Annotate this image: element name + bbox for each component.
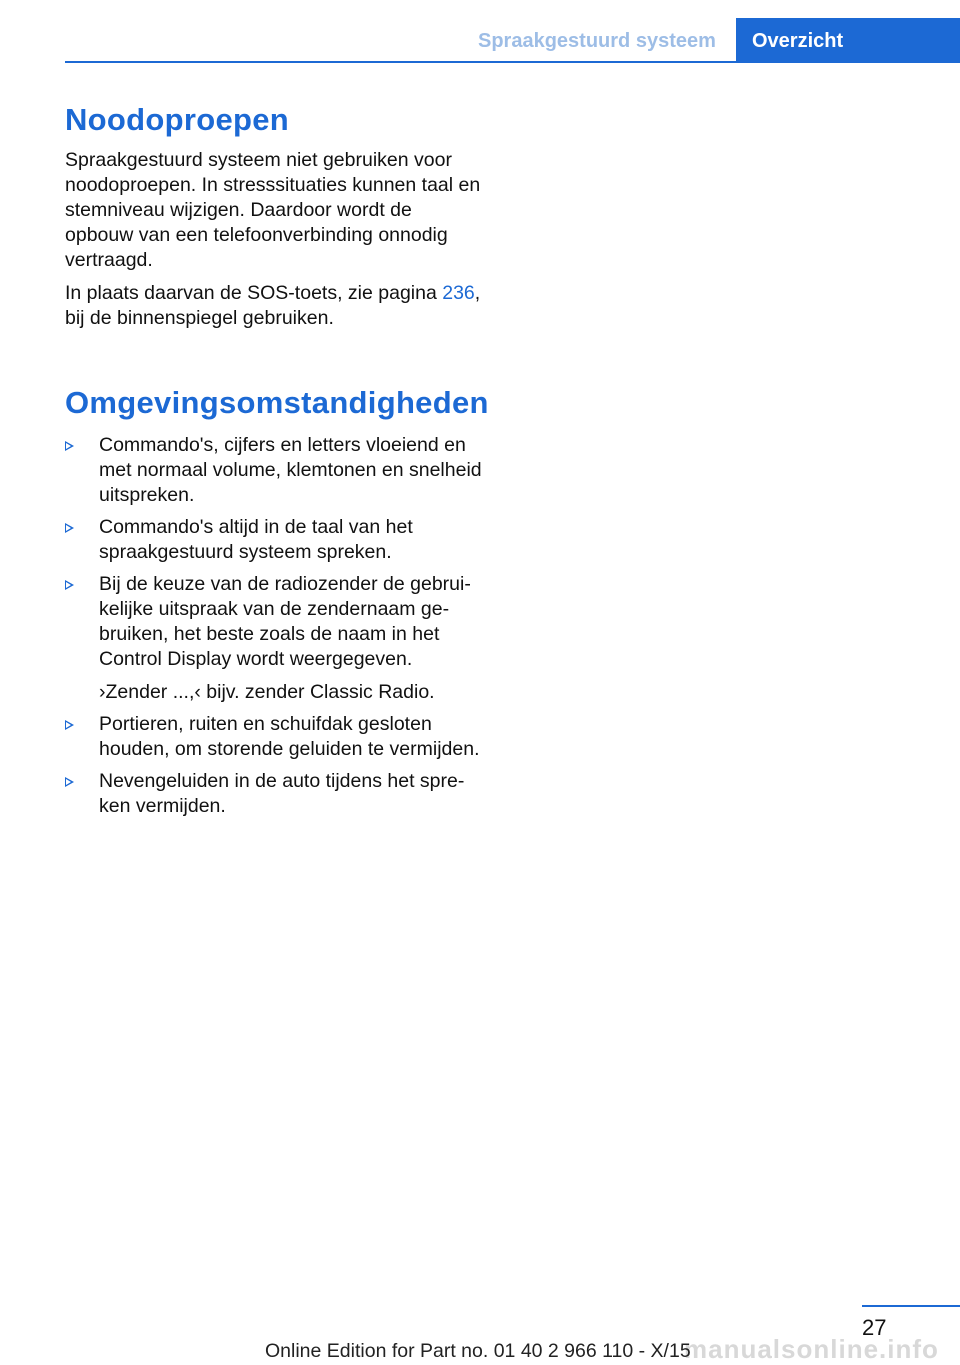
list-item-text: Nevengeluiden in de auto tijdens het spreken vermijden. <box>99 770 465 817</box>
header-tab-label: Overzicht <box>752 30 844 52</box>
watermark: manualsonline.info <box>684 1334 939 1364</box>
triangle-bullet-icon <box>65 523 74 533</box>
paragraph-sos <box>65 281 485 331</box>
section-title-omgevingsomstandigheden: Omgevingsomstandigheden <box>65 385 489 420</box>
page-number: 27 <box>862 1315 887 1340</box>
list-item <box>65 712 485 762</box>
footer-rule <box>862 1305 960 1307</box>
list-item <box>65 433 485 508</box>
triangle-bullet-icon <box>65 720 74 730</box>
list-item <box>65 515 485 565</box>
header-section-title: Spraakgestuurd systeem <box>478 30 716 52</box>
paragraph-noodoproepen: Spraakgestuurd systeem niet gebruiken voor noodoproepen. In stresssituaties kunnen taal en stemniveau wijzigen. Daardoor wordt de opbouw van een telefoonverbinding onnodig vertraagd. <box>65 149 481 271</box>
bullet-list <box>65 433 485 819</box>
header-tab <box>736 18 960 62</box>
list-item <box>65 572 485 705</box>
footer-edition: Online Edition for Part no. 01 40 2 966 110 - X/15 <box>265 1340 691 1362</box>
section-title-noodoproepen: Noodoproepen <box>65 102 290 137</box>
paragraph-sos-text-start: In plaats daarvan de SOS-toets, zie pagina <box>65 282 443 304</box>
page-reference-link[interactable]: 236 <box>442 282 475 304</box>
triangle-bullet-icon <box>65 580 74 590</box>
list-item-text: Portieren, ruiten en schuifdak gesloten houden, om storende geluiden te vermijden. <box>99 713 480 760</box>
triangle-bullet-icon <box>65 441 74 451</box>
list-item <box>65 769 485 819</box>
list-item-text: Commando's, cijfers en letters vloeiend en met normaal volume, klemtonen en snelheid uitspreken. <box>99 434 482 506</box>
triangle-bullet-icon <box>65 777 74 787</box>
list-item-text: Bij de keuze van de radiozender de gebruikelijke uitspraak van de zendernaam gebruiken, het beste zoals de naam in het Control Display wordt weergegeven. <box>99 573 471 670</box>
paragraph-sos-text-end: , bij de binnenspiegel gebruiken. <box>65 282 481 329</box>
list-item-text: Commando's altijd in de taal van het spraakgestuurd systeem spreken. <box>99 516 413 563</box>
list-item-example: ›Zender ...,‹ bijv. zender Classic Radio. <box>99 681 435 703</box>
page-content <box>65 100 489 826</box>
